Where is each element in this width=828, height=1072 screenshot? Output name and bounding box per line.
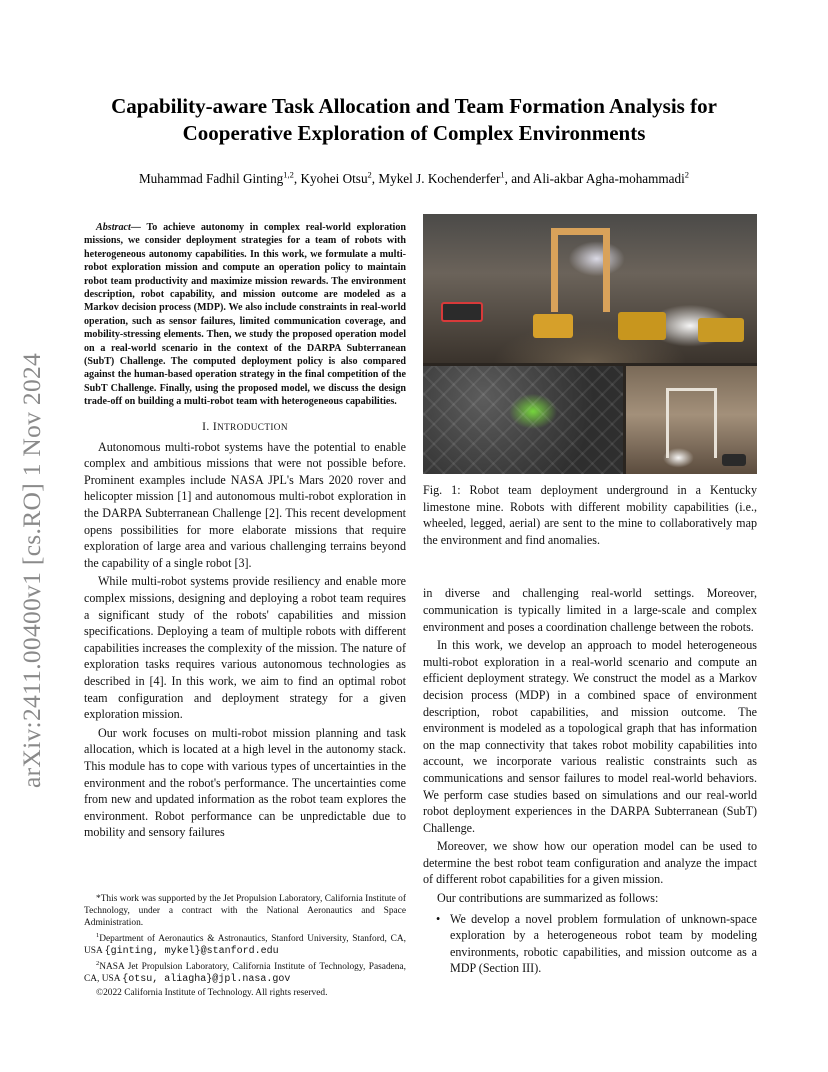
intro-paragraph: Our work focuses on multi-robot mission planning and task allocation, which is located at a high level in the autonomy stack. This module has to cope with various types of uncertainties in the environment and the robot's performance. The uncertainties come from new and updated information as the robot team explores the environment. Robot performance can be unpredictable due to mobility and sensory failures [84, 725, 406, 840]
gate-beam [666, 388, 717, 391]
figure-1-image [423, 214, 757, 474]
author: Ali-akbar Agha-mohammadi$^2$ [532, 170, 690, 187]
right-body-text [423, 585, 757, 977]
left-column [84, 221, 406, 841]
legged-robot [698, 318, 744, 342]
body-paragraph: Our contributions are summarized as follows: [437, 891, 659, 906]
wheeled-robot [441, 302, 483, 322]
topological-map-photo [423, 366, 623, 474]
gate-post [666, 388, 669, 458]
intro-paragraph: While multi-robot systems provide resiliency and enable more complex missions, designing and deploying a robot team requires a significant study of the robots' capabilities and mission specifications. Deploying a team of multiple robots with different capabilities increases the complexity of the mission. The nature of exploration tasks requires various autonomous technologies as described in [4]. In this work, we aim to find an optimal robot team configuration and deployment strategy for a given exploration mission. [84, 574, 406, 722]
author: Kyohei Otsu$^2$, [300, 170, 379, 187]
gate-post [603, 228, 610, 312]
right-column [423, 214, 757, 977]
gate-beam [551, 228, 610, 235]
legged-robot [618, 312, 666, 340]
body-paragraph: Moreover, we show how our operation model can be used to determine the best robot team configuration and analyze the impact of different robot capabilities for a given mission. [423, 839, 757, 887]
mine-tunnel-photo [626, 366, 757, 474]
figure-caption: Fig. 1: Robot team deployment underground in a Kentucky limestone mine. Robots with different mobility capabilities (i.e., wheeled, legged, aerial) are sent to the mine to collaboratively map the environment and find anomalies. [423, 483, 757, 547]
gate-post [714, 388, 717, 458]
section-heading-introduction: I. INTRODUCTION [202, 420, 288, 433]
continued-paragraph: in diverse and challenging real-world settings. Moreover, communication is typically limited in a large-scale and complex environment and poses a coordination challenge between the robots. [423, 586, 757, 634]
author: Muhammad Fadhil Ginting$^{1,2}$, [138, 170, 301, 187]
paper-title: Capability-aware Task Allocation and Team Formation Analysis for Cooperative Exploration of Complex Environments [111, 94, 717, 145]
map-mesh [423, 366, 623, 474]
abstract-text: — To achieve autonomy in complex real-world exploration missions, we consider deployment strategies for a team of robots with heterogeneous autonomy capabilities. In this work, we formulate a multi-robot exploration mission and compute an operation policy to maintain robot team productivity and maximize mission rewards. The environment description, robot capability, and mission outcome are modeled as a Markov decision process (MDP). We also include constraints in real-world operation, such as sensor failures, limited communication coverage, and mobility-stressing elements. Then, we study the proposed operation model on a real-world scenario in the context of the DARPA Subterranean (SubT) Challenge. The computed deployment policy is also compared against the human-based operation strategy in the final competition of the SubT Challenge. Finally, using the proposed model, we discuss the design trade-off on building a multi-robot team with heterogeneous capabilities. [84, 222, 406, 408]
body-paragraph: In this work, we develop an approach to model heterogeneous multi-robot exploration in a real-world scenario and compute an efficient deployment strategy. We construct the model as a Markov decision process (MDP) in a combined space of environment description, robot capabilities, and mission outcome. The environment is modeled as a topological graph that has information on the map connectivity that takes robot mobility capabilities into account, we incorporate various realistic constraints such as communications and sensor failures to model real-world behaviors. We perform case studies based on simulations and our real-world robot deployment experiences in the DARPA Subterranean (SubT) Challenge. [423, 638, 757, 835]
abstract-label: Abstract [96, 222, 131, 233]
mine-deployment-photo [423, 214, 757, 363]
funding-footnote: *This work was supported by the Jet Propulsion Laboratory, California Institute of Technology, under a contract with the National Aeronautics and Space Administration. [84, 894, 406, 929]
email-address: {ginting, mykel}@stanford.edu [104, 945, 279, 957]
wheeled-robot [722, 454, 746, 466]
intro-paragraph: Autonomous multi-robot systems have the potential to enable complex and ambitious missions that were not possible before. Prominent examples include NASA JPL's Mars 2020 rover and helicopter mission [1] and autonomous multi-robot exploration in the DARPA Subterranean Challenge [2]. This recent development opens possibilities for more elaborate missions that require exploration of large area and various challenging terrains beyond the capability of a single robot [3]. [84, 439, 406, 570]
affiliation-footnote-1: $^1$Department of Aeronautics & Astronautics, Stanford University, Stanford, CA, USA {ginting, mykel}@stanford.edu [84, 931, 406, 957]
footnotes [84, 893, 406, 999]
email-address: {otsu, aliagha}@jpl.nasa.gov [122, 974, 291, 986]
legged-robot [533, 314, 573, 338]
author: Mykel J. Kochenderfer$^1$, and [378, 170, 533, 187]
abstract [84, 221, 406, 409]
author-list [60, 170, 768, 187]
contribution-bullet: • We develop a novel problem formulation of unknown-space exploration by a heterogeneous robot team by modeling environments, robotic capabilities, and mission outcome as a MDP (Section III). [436, 911, 757, 976]
copyright-notice: ©2022 California Institute of Technology. All rights reserved. [96, 987, 328, 998]
gate-post [551, 232, 558, 312]
bullet-dot-icon: • [436, 911, 441, 926]
affiliation-footnote-2: $^2$NASA Jet Propulsion Laboratory, California Institute of Technology, Pasadena, CA, USA {otsu, aliagha}@jpl.nasa.gov [84, 960, 406, 986]
arxiv-stamp: arXiv:2411.00400v1 [cs.RO] 1 Nov 2024 [17, 352, 46, 788]
